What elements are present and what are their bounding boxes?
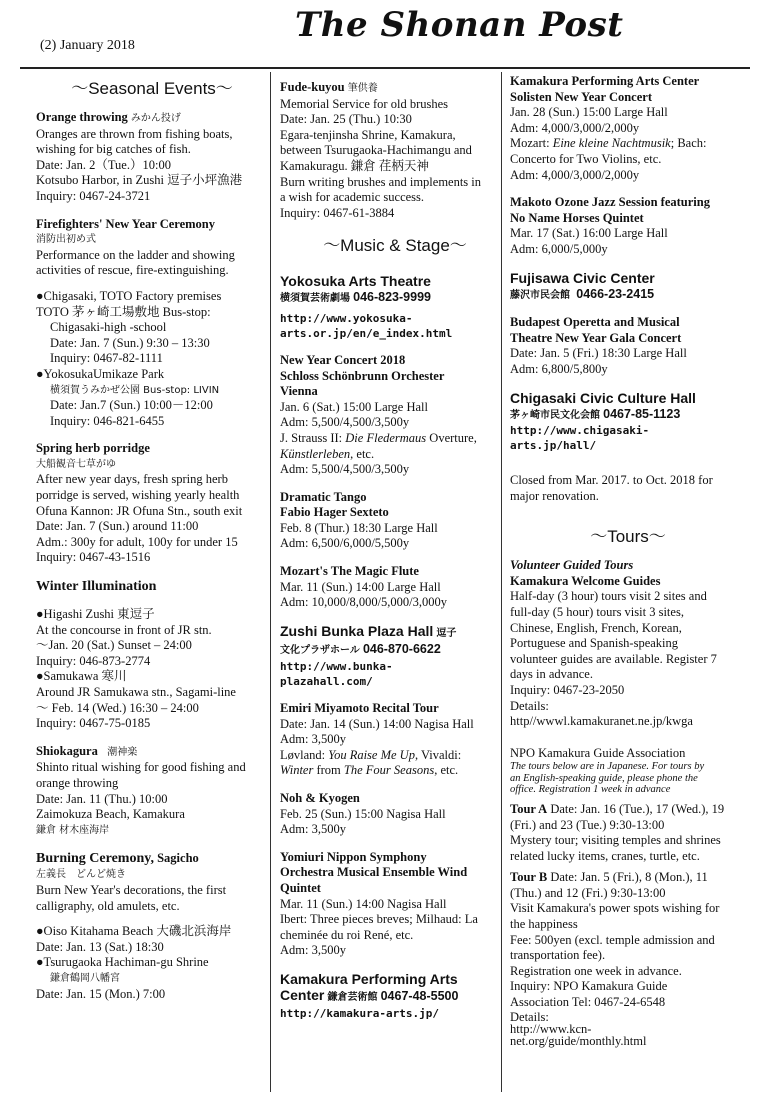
venue-phone: 046-823-9999 bbox=[353, 290, 431, 305]
event-line: Around JR Samukawa stn., Sagami-line bbox=[36, 685, 236, 699]
event-line: wishing for big catches of fish. bbox=[36, 142, 191, 157]
event-title: Quintet bbox=[280, 880, 321, 895]
event-line: Zaimokuza Beach, Kamakura bbox=[36, 807, 185, 822]
tour-line: Details: bbox=[510, 1009, 549, 1024]
event-magic-flute bbox=[280, 564, 510, 611]
event-line: Adm: 5,500/4,500/3,500y bbox=[280, 462, 410, 477]
event-shiokagura bbox=[36, 744, 268, 839]
tour-line: Inquiry: NPO Kamakura Guide bbox=[510, 979, 668, 994]
tour-link[interactable]: net.org/guide/monthly.html bbox=[510, 1033, 647, 1048]
event-line: Memorial Service for old brushes bbox=[280, 96, 449, 111]
event-program: Eine kleine Nachtmusik bbox=[552, 136, 671, 151]
event-budapest-operetta bbox=[510, 315, 746, 377]
tour-line: Date: Jan. 16 (Tue.), 17 (Wed.), 19 bbox=[550, 801, 725, 816]
venue-url[interactable]: http://kamakura-arts.jp/ bbox=[280, 1006, 439, 1020]
event-program: , etc. bbox=[350, 446, 375, 461]
event-line: a wish for academic success. bbox=[280, 190, 425, 205]
event-ozone-jazz bbox=[510, 195, 746, 257]
event-fude-kuyou bbox=[280, 80, 510, 221]
event-title: Noh & Kyogen bbox=[280, 791, 360, 805]
venue-name-jp: 茅ヶ崎市民文化会館 bbox=[510, 409, 600, 421]
venue-name-jp: 鎌倉芸術館 bbox=[327, 991, 378, 1003]
event-title: Theatre New Year Gala Concert bbox=[510, 330, 682, 345]
venue-url[interactable]: arts.jp/hall/ bbox=[510, 439, 597, 453]
event-line: Inquiry: 0467-82-1111 bbox=[50, 351, 163, 366]
event-title-sub: Sagicho bbox=[157, 851, 199, 866]
section-title-seasonal: ～Seasonal Events～ bbox=[71, 79, 233, 98]
event-orange-throwing bbox=[36, 110, 268, 205]
venue-phone: 0467-48-5500 bbox=[380, 988, 459, 1003]
event-line: Inquiry: 0467-75-0185 bbox=[36, 716, 151, 731]
event-line: 鎌倉鶴岡八幡宮 bbox=[50, 972, 120, 984]
event-title: Orange throwing bbox=[36, 110, 128, 124]
event-line: Adm: 3,500y bbox=[280, 943, 346, 958]
issue-date: (2) January 2018 bbox=[40, 38, 135, 53]
column-music-stage bbox=[280, 74, 510, 1033]
event-title-jp: 消防出初め式 bbox=[36, 234, 96, 246]
event-title: Burning Ceremony, bbox=[36, 851, 154, 867]
event-title: Yomiuri Nippon Symphony bbox=[280, 849, 427, 864]
tour-line: related lucky items, cranes, turtle, etc. bbox=[510, 848, 700, 863]
tour-title: Kamakura Welcome Guides bbox=[510, 573, 661, 588]
tour-volunteer-guides bbox=[510, 558, 746, 730]
event-line: ～ Feb. 14 (Wed.) 16:30 – 24:00 bbox=[36, 700, 199, 715]
event-firefighters bbox=[36, 217, 268, 430]
tour-line: Mystery tour; visiting temples and shrines bbox=[510, 833, 721, 848]
venue-phone: 0466-23-2415 bbox=[576, 286, 655, 301]
tour-link[interactable]: http://www.kcn- bbox=[510, 1021, 592, 1036]
event-line: Egara-tenjinsha Shrine, Kamakura, bbox=[280, 127, 456, 142]
event-title: Makoto Ozone Jazz Session featuring bbox=[510, 195, 710, 210]
event-noh-kyogen bbox=[280, 791, 510, 838]
event-title-jp: 大船観音七草がゆ bbox=[36, 458, 116, 470]
venue-name: Chigasaki Civic Culture Hall bbox=[510, 389, 696, 406]
event-line: TOTO 茅ヶ崎工場敷地 Bus-stop: bbox=[36, 304, 211, 319]
event-program: The Four Seasons bbox=[343, 763, 435, 778]
venue-url[interactable]: plazahall.com/ bbox=[280, 675, 373, 689]
venue-name: Zushi Bunka Plaza Hall bbox=[280, 622, 434, 639]
event-line: Adm: 6,500/6,000/5,500y bbox=[280, 536, 410, 551]
event-program: Overture, bbox=[426, 430, 477, 445]
venue-phone: 0467-85-1123 bbox=[603, 406, 681, 421]
event-burning-ceremony bbox=[36, 850, 268, 1002]
tour-line: volunteer guides are available. Register 7 bbox=[510, 651, 717, 666]
event-line: orange throwing bbox=[36, 775, 119, 790]
tour-line: (Thu.) and 12 (Fri.) 9:30-13:00 bbox=[510, 885, 666, 900]
tour-title: NPO Kamakura Guide Association bbox=[510, 745, 686, 760]
notice-line: Closed from Mar. 2017. to Oct. 2018 for bbox=[510, 473, 713, 488]
event-title: Mozart's The Magic Flute bbox=[280, 564, 419, 579]
event-line: Feb. 25 (Sun.) 15:00 Nagisa Hall bbox=[280, 806, 446, 821]
venue-url[interactable]: arts.or.jp/en/e_index.html bbox=[280, 326, 453, 340]
tour-line: transportation fee). bbox=[510, 948, 606, 963]
event-title: Budapest Operetta and Musical bbox=[510, 315, 680, 330]
event-title: New Year Concert 2018 bbox=[280, 352, 406, 367]
venue-name-jp: 文化プラザホール bbox=[280, 645, 360, 657]
event-winter-illumination bbox=[36, 578, 268, 732]
event-line: Adm: 6,800/5,800y bbox=[510, 361, 608, 376]
event-title-jp: みかん投げ bbox=[130, 113, 181, 124]
tour-note: office. Registration 1 week in advance bbox=[510, 784, 671, 796]
event-program: , Vivaldi: bbox=[414, 747, 462, 762]
event-program: , etc. bbox=[434, 763, 459, 778]
tour-line: Association Tel: 0467-24-6548 bbox=[510, 995, 666, 1010]
event-title: Fude-kuyou bbox=[280, 80, 345, 94]
event-title: Firefighters' New Year Ceremony bbox=[36, 216, 215, 231]
event-line: Date: Jan. 11 (Thu.) 10:00 bbox=[36, 791, 168, 806]
event-title: Orchestra Musical Ensemble Wind bbox=[280, 865, 468, 880]
event-line: ●YokosukaUmikaze Park bbox=[36, 366, 165, 381]
event-line: Inquiry: 046-821-6455 bbox=[50, 413, 165, 428]
venue-kamakura-arts bbox=[280, 971, 510, 1021]
tour-link[interactable]: http//wwwl.kamakuranet.ne.jp/kwga bbox=[510, 714, 693, 729]
event-line: Adm: 10,000/8,000/5,000/3,000y bbox=[280, 595, 448, 610]
notice-line: major renovation. bbox=[510, 488, 599, 503]
tour-npo-kamakura bbox=[510, 746, 746, 1047]
event-new-year-concert bbox=[280, 353, 510, 478]
event-line: 横須賀うみかぜ公園 Bus-stop: LIVIN bbox=[50, 384, 220, 396]
event-line: Adm: 4,000/3,000/2,000y bbox=[510, 120, 640, 135]
event-title: Spring herb porridge bbox=[36, 441, 150, 456]
event-line: Date: Jan. 5 (Fri.) 18:30 Large Hall bbox=[510, 346, 687, 361]
masthead-title: The Shonan Post bbox=[295, 5, 624, 45]
event-title-jp: 潮神楽 bbox=[107, 746, 138, 758]
section-title-tours: ～Tours～ bbox=[590, 527, 666, 547]
column-events-tours bbox=[510, 74, 746, 1059]
event-line: Date: Jan. 13 (Sat.) 18:30 bbox=[36, 939, 164, 954]
venue-name: Yokosuka Arts Theatre bbox=[280, 273, 431, 290]
event-title: Schloss Schönbrunn Orchester bbox=[280, 368, 445, 383]
venue-name-jp: 逗子 bbox=[436, 627, 457, 639]
venue-url[interactable]: http://www.chigasaki- bbox=[510, 424, 650, 438]
venue-name: Center bbox=[280, 986, 325, 1003]
event-line: ～Jan. 20 (Sat.) Sunset – 24:00 bbox=[36, 638, 192, 653]
event-line: ●Tsurugaoka Hachiman-gu Shrine bbox=[36, 955, 209, 970]
event-line: ●Samukawa 寒川 bbox=[36, 669, 127, 684]
event-title: No Name Horses Quintet bbox=[510, 210, 644, 225]
event-line: Jan. 28 (Sun.) 15:00 Large Hall bbox=[510, 105, 668, 120]
event-program: from bbox=[313, 763, 344, 778]
event-line: Kamakuragu. 鎌倉 荏柄天神 bbox=[280, 158, 429, 173]
tour-line: full-day (5 hour) tours visit 3 sites, bbox=[510, 605, 684, 620]
event-line: calligraphy, old amulets, etc. bbox=[36, 898, 180, 913]
event-line: Date: Jan. 25 (Thu.) 10:30 bbox=[280, 112, 412, 127]
tour-line: Details: bbox=[510, 698, 549, 713]
event-line: Adm: 4,000/3,000/2,000y bbox=[510, 167, 640, 182]
event-line: Adm: 6,000/5,000y bbox=[510, 241, 608, 256]
event-solisten-concert bbox=[510, 74, 746, 183]
event-line: Jan. 6 (Sat.) 15:00 Large Hall bbox=[280, 399, 428, 414]
event-program: J. Strauss II: bbox=[280, 430, 346, 445]
event-program: Winter bbox=[280, 763, 314, 778]
event-line: Inquiry: 0467-61-3884 bbox=[280, 205, 395, 220]
tour-line: Registration one week in advance. bbox=[510, 963, 682, 978]
event-program: Künstlerleben bbox=[280, 446, 351, 461]
event-title: Shiokagura bbox=[36, 743, 98, 758]
column-divider-left bbox=[270, 72, 271, 1092]
venue-name-jp: 横須賀芸術劇場 bbox=[280, 293, 350, 305]
event-line: Inquiry: 0467-24-3721 bbox=[36, 188, 151, 203]
tour-line: Date: Jan. 5 (Fri.), 8 (Mon.), 11 bbox=[550, 870, 708, 885]
event-line: Date: Jan. 2（Tue.）10:00 bbox=[36, 157, 171, 172]
tour-line: (Fri.) and 23 (Tue.) 9:30-13:00 bbox=[510, 817, 665, 832]
section-title-music: ～Music & Stage～ bbox=[323, 236, 467, 256]
event-line: Feb. 8 (Thur.) 18:30 Large Hall bbox=[280, 520, 438, 535]
event-line: ●Oiso Kitahama Beach 大磯北浜海岸 bbox=[36, 924, 232, 939]
venue-chigasaki bbox=[510, 390, 746, 454]
event-title: Dramatic Tango bbox=[280, 489, 367, 504]
venue-name: Fujisawa Civic Center bbox=[510, 269, 655, 286]
event-line: activities of rescue, fire-extinguishing. bbox=[36, 263, 229, 278]
event-line: Inquiry: 046-873-2774 bbox=[36, 653, 151, 668]
event-line: Adm: 5,500/4,500/3,500y bbox=[280, 415, 410, 430]
venue-url[interactable]: http://www.bunka- bbox=[280, 660, 393, 674]
tour-line: Chinese, English, French, Korean, bbox=[510, 620, 682, 635]
event-line: ●Chigasaki, TOTO Factory premises bbox=[36, 288, 222, 303]
event-title: Vienna bbox=[280, 384, 318, 399]
event-line: Kotsubo Harbor, in Zushi 逗子小坪漁港 bbox=[36, 173, 243, 188]
event-yomiuri-quintet bbox=[280, 850, 510, 959]
event-line: porridge is served, wishing yearly health bbox=[36, 488, 240, 503]
event-title-jp: 左義長 どんど焼き bbox=[36, 869, 126, 881]
event-line: Date: Jan. 7 (Sun.) 9:30 – 13:30 bbox=[50, 335, 210, 350]
event-program: Die Fledermaus bbox=[345, 430, 427, 445]
event-line: Mar. 11 (Sun.) 14:00 Nagisa Hall bbox=[280, 896, 447, 911]
event-emiri-recital bbox=[280, 701, 510, 779]
event-line: Date: Jan. 7 (Sun.) around 11:00 bbox=[36, 519, 199, 534]
event-line: Ofuna Kannon: JR Ofuna Stn., south exit bbox=[36, 503, 243, 518]
event-program: You Raise Me Up bbox=[328, 747, 415, 762]
event-line: Burn New Year's decorations, the first bbox=[36, 882, 227, 897]
tour-note: an English-speaking guide, please phone the bbox=[510, 772, 698, 784]
event-line: Mar. 17 (Sat.) 16:00 Large Hall bbox=[510, 226, 668, 241]
tour-line: Portuguese and Spanish-speaking bbox=[510, 636, 679, 651]
event-line: Ibert: Three pieces breves; Milhaud: La bbox=[280, 912, 478, 927]
closure-notice bbox=[510, 473, 746, 504]
venue-fujisawa bbox=[510, 270, 746, 304]
event-title-jp: 筆供養 bbox=[347, 83, 378, 94]
event-line: At the concourse in front of JR stn. bbox=[36, 622, 212, 637]
event-line: Date: Jan. 14 (Sun.) 14:00 Nagisa Hall bbox=[280, 716, 474, 731]
event-line: Inquiry: 0467-43-1516 bbox=[36, 550, 151, 565]
event-line: between Tsurugaoka-Hachimangu and bbox=[280, 143, 472, 158]
tour-note: The tours below are in Japanese. For tours by bbox=[510, 761, 705, 773]
venue-name: Kamakura Performing Arts bbox=[280, 970, 458, 987]
tour-line: Fee: 500yen (excl. temple admission and bbox=[510, 932, 715, 947]
column-seasonal-events bbox=[36, 74, 268, 1014]
event-line: Oranges are thrown from fishing boats, bbox=[36, 126, 233, 141]
event-title: Kamakura Performing Arts Center bbox=[510, 74, 700, 88]
venue-zushi bbox=[280, 623, 510, 689]
event-line: cheminée du roi René, etc. bbox=[280, 927, 414, 942]
event-line: Adm: 3,500y bbox=[280, 732, 346, 747]
event-title: Emiri Miyamoto Recital Tour bbox=[280, 701, 439, 716]
tour-line: Inquiry: 0467-23-2050 bbox=[510, 683, 625, 698]
page-header bbox=[20, 5, 750, 70]
event-line: Burn writing brushes and implements in bbox=[280, 174, 482, 189]
event-line: ●Higashi Zushi 東逗子 bbox=[36, 607, 155, 622]
event-title: Fabio Hager Sexteto bbox=[280, 505, 389, 520]
event-title: Winter Illumination bbox=[36, 579, 157, 595]
event-spring-herb bbox=[36, 441, 268, 566]
event-line: Performance on the ladder and showing bbox=[36, 247, 235, 262]
venue-url[interactable]: http://www.yokosuka- bbox=[280, 311, 413, 325]
event-line: Adm.: 300y for adult, 100y for under 15 bbox=[36, 534, 238, 549]
event-line: After new year days, fresh spring herb bbox=[36, 472, 228, 487]
header-rule bbox=[20, 67, 750, 69]
event-program: Løvland: bbox=[280, 747, 329, 762]
event-title: Solisten New Year Concert bbox=[510, 89, 652, 104]
event-line: 鎌倉 材木座海岸 bbox=[36, 824, 110, 836]
event-line: Shinto ritual wishing for good fishing and bbox=[36, 760, 246, 775]
venue-name-jp: 藤沢市民会館 bbox=[510, 289, 570, 301]
tour-line: days in advance. bbox=[510, 667, 593, 682]
event-line: Adm: 3,500y bbox=[280, 822, 346, 837]
event-dramatic-tango bbox=[280, 490, 510, 552]
tour-line: the happiness bbox=[510, 917, 578, 932]
event-line: Mar. 11 (Sun.) 14:00 Large Hall bbox=[280, 579, 441, 594]
tour-label: Volunteer Guided Tours bbox=[510, 558, 634, 573]
venue-phone: 046-870-6622 bbox=[362, 642, 441, 657]
event-line: Chigasaki-high -school bbox=[50, 320, 167, 335]
event-program: ; Bach: bbox=[670, 136, 707, 151]
tour-line: Half-day (3 hour) tours visit 2 sites and bbox=[510, 589, 707, 604]
event-line: Date: Jan. 15 (Mon.) 7:00 bbox=[36, 986, 166, 1001]
event-line: Date: Jan.7 (Sun.) 10:00－12:00 bbox=[50, 398, 213, 413]
tour-b-label: Tour B bbox=[510, 870, 548, 885]
event-program: Mozart: bbox=[510, 136, 553, 151]
tour-a-label: Tour A bbox=[510, 801, 548, 816]
venue-yokosuka bbox=[280, 273, 510, 341]
event-program: Concerto for Two Violins, etc. bbox=[510, 151, 662, 166]
tour-line: Visit Kamakura's power spots wishing for bbox=[510, 901, 720, 916]
